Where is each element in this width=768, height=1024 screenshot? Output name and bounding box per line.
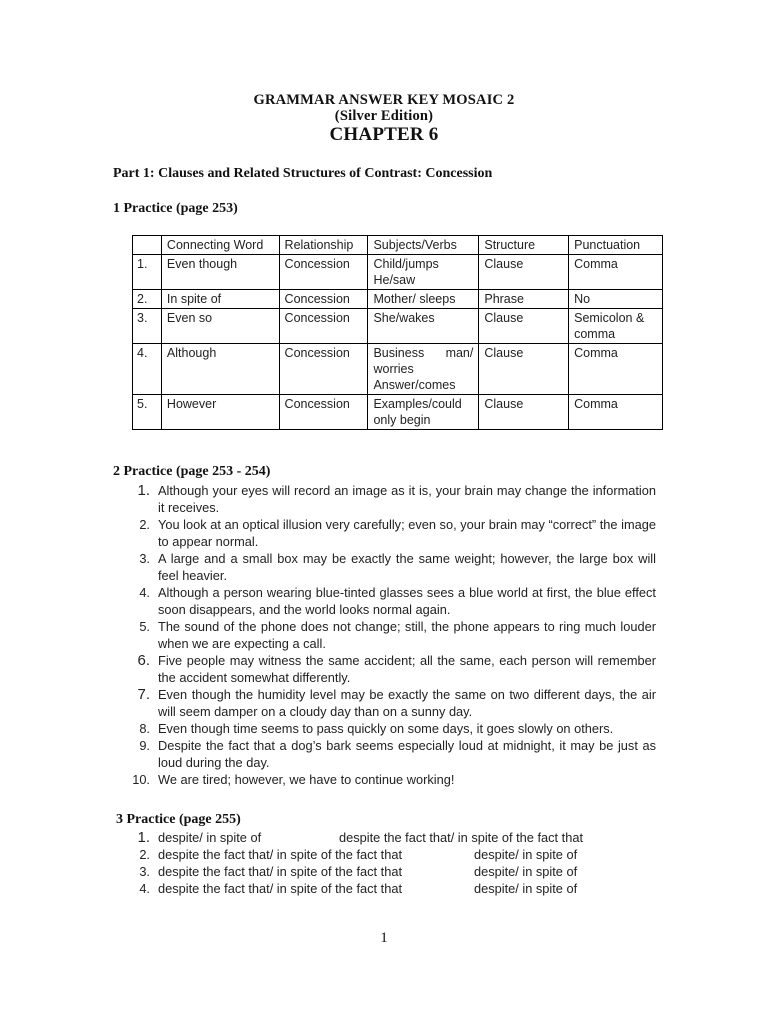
table-cell: 2. — [133, 290, 162, 309]
item-number: 2. — [139, 847, 150, 862]
table-header-cell: Structure — [479, 236, 569, 255]
table-header-cell: Subjects/Verbs — [368, 236, 479, 255]
practice3-title: 3 Practice (page 255) — [116, 812, 241, 827]
list-item — [130, 482, 656, 516]
part-title: Part 1: Clauses and Related Structures of Contrast: Concession — [113, 166, 493, 181]
list-item — [130, 846, 650, 863]
list-item — [130, 686, 656, 720]
table-cell: Comma — [569, 255, 663, 290]
table-cell: She/wakes — [368, 309, 479, 344]
list-item — [130, 652, 656, 686]
table-row — [133, 395, 663, 430]
table-header-cell — [133, 236, 162, 255]
table-row — [133, 309, 663, 344]
list-item — [130, 880, 650, 897]
table-cell: Clause — [479, 255, 569, 290]
chapter-heading: CHAPTER 6 — [329, 124, 439, 145]
practice1-title: 1 Practice (page 253) — [113, 201, 238, 216]
practice3-list — [130, 829, 650, 897]
table-row — [133, 290, 663, 309]
list-item — [130, 584, 656, 618]
table-cell: Comma — [569, 344, 663, 395]
table-cell: 3. — [133, 309, 162, 344]
item-text: Although your eyes will record an image as it is, your brain may change the information it receives. — [158, 483, 656, 515]
item-text: You look at an optical illusion very carefully; even so, your brain may “correct” the image to appear normal. — [158, 517, 656, 549]
item-text: Five people may witness the same accident; all the same, each person will remember the accident somewhat differently. — [158, 653, 656, 685]
item-number: 2. — [139, 517, 150, 532]
list-item — [130, 771, 656, 788]
table-header-cell: Connecting Word — [161, 236, 279, 255]
list-item — [130, 618, 656, 652]
list-item — [130, 863, 650, 880]
table-cell: Even so — [161, 309, 279, 344]
list-item — [130, 550, 656, 584]
table-cell: Clause — [479, 395, 569, 430]
table-cell: In spite of — [161, 290, 279, 309]
item-number: 3. — [139, 864, 150, 879]
table-header-cell: Relationship — [279, 236, 368, 255]
item-number: 6. — [137, 652, 150, 669]
item-text: We are tired; however, we have to continue working! — [158, 772, 455, 787]
item-text: Even though time seems to pass quickly on some days, it goes slowly on others. — [158, 721, 614, 736]
list-item — [130, 516, 656, 550]
table-cell: Clause — [479, 309, 569, 344]
item-number: 4. — [139, 585, 150, 600]
item-number: 5. — [139, 619, 150, 634]
table-cell: 4. — [133, 344, 162, 395]
table-row — [133, 344, 663, 395]
table-header-cell: Punctuation — [569, 236, 663, 255]
answer-second-blank: despite/ in spite of — [474, 881, 578, 896]
item-number: 10. — [132, 772, 150, 787]
table-cell: Child/jumps He/saw — [368, 255, 479, 290]
answer-second-blank: despite/ in spite of — [474, 847, 578, 862]
item-number: 4. — [139, 881, 150, 896]
item-number: 9. — [139, 738, 150, 753]
table-cell: No — [569, 290, 663, 309]
item-text: The sound of the phone does not change; still, the phone appears to ring much louder when we are expecting a call. — [158, 619, 656, 651]
item-text: Despite the fact that a dog’s bark seems especially loud at midnight, it may be just as loud during the day. — [158, 738, 656, 770]
table-cell: 5. — [133, 395, 162, 430]
answer-second-blank: despite the fact that/ in spite of the fact that — [339, 830, 584, 845]
table-cell: Clause — [479, 344, 569, 395]
item-number: 1. — [137, 482, 150, 499]
list-item — [130, 829, 650, 846]
table-cell: Concession — [279, 255, 368, 290]
table-cell: Although — [161, 344, 279, 395]
item-number: 1. — [137, 829, 150, 846]
practice2-title: 2 Practice (page 253 - 254) — [113, 464, 271, 479]
list-item — [130, 737, 656, 771]
answer-first-blank: despite/ in spite of — [158, 830, 262, 845]
table-cell: 1. — [133, 255, 162, 290]
table-cell: Concession — [279, 344, 368, 395]
practice1-table — [132, 235, 663, 430]
table-cell: Phrase — [479, 290, 569, 309]
item-text: Even though the humidity level may be exactly the same on two different days, the air will seem damper on a cloudy day than on a sunny day. — [158, 687, 656, 719]
table-cell: Concession — [279, 309, 368, 344]
item-number: 7. — [137, 686, 150, 703]
item-number: 3. — [139, 551, 150, 566]
practice2-list — [130, 482, 656, 788]
edition-subtitle: (Silver Edition) — [334, 108, 434, 124]
table-cell: Even though — [161, 255, 279, 290]
document-title: GRAMMAR ANSWER KEY MOSAIC 2 — [253, 92, 515, 108]
answer-second-blank: despite/ in spite of — [474, 864, 578, 879]
answer-first-blank: despite the fact that/ in spite of the fact that — [158, 847, 403, 862]
list-item — [130, 720, 656, 737]
table-cell: Concession — [279, 290, 368, 309]
table-header-row — [133, 236, 663, 255]
table-cell: Business man/ worries Answer/comes — [368, 344, 479, 395]
table-row — [133, 255, 663, 290]
item-text: Although a person wearing blue-tinted glasses sees a blue world at first, the blue effect soon disappears, and the world looks normal again. — [158, 585, 656, 617]
item-text: A large and a small box may be exactly the same weight; however, the large box will feel heavier. — [158, 551, 656, 583]
page-number: 1 — [380, 930, 388, 946]
table-cell: Mother/ sleeps — [368, 290, 479, 309]
table-cell: Examples/could only begin — [368, 395, 479, 430]
item-number: 8. — [139, 721, 150, 736]
table-cell: Concession — [279, 395, 368, 430]
table-cell: Comma — [569, 395, 663, 430]
table-cell: However — [161, 395, 279, 430]
answer-first-blank: despite the fact that/ in spite of the fact that — [158, 881, 403, 896]
table-cell: Semicolon & comma — [569, 309, 663, 344]
answer-first-blank: despite the fact that/ in spite of the fact that — [158, 864, 403, 879]
